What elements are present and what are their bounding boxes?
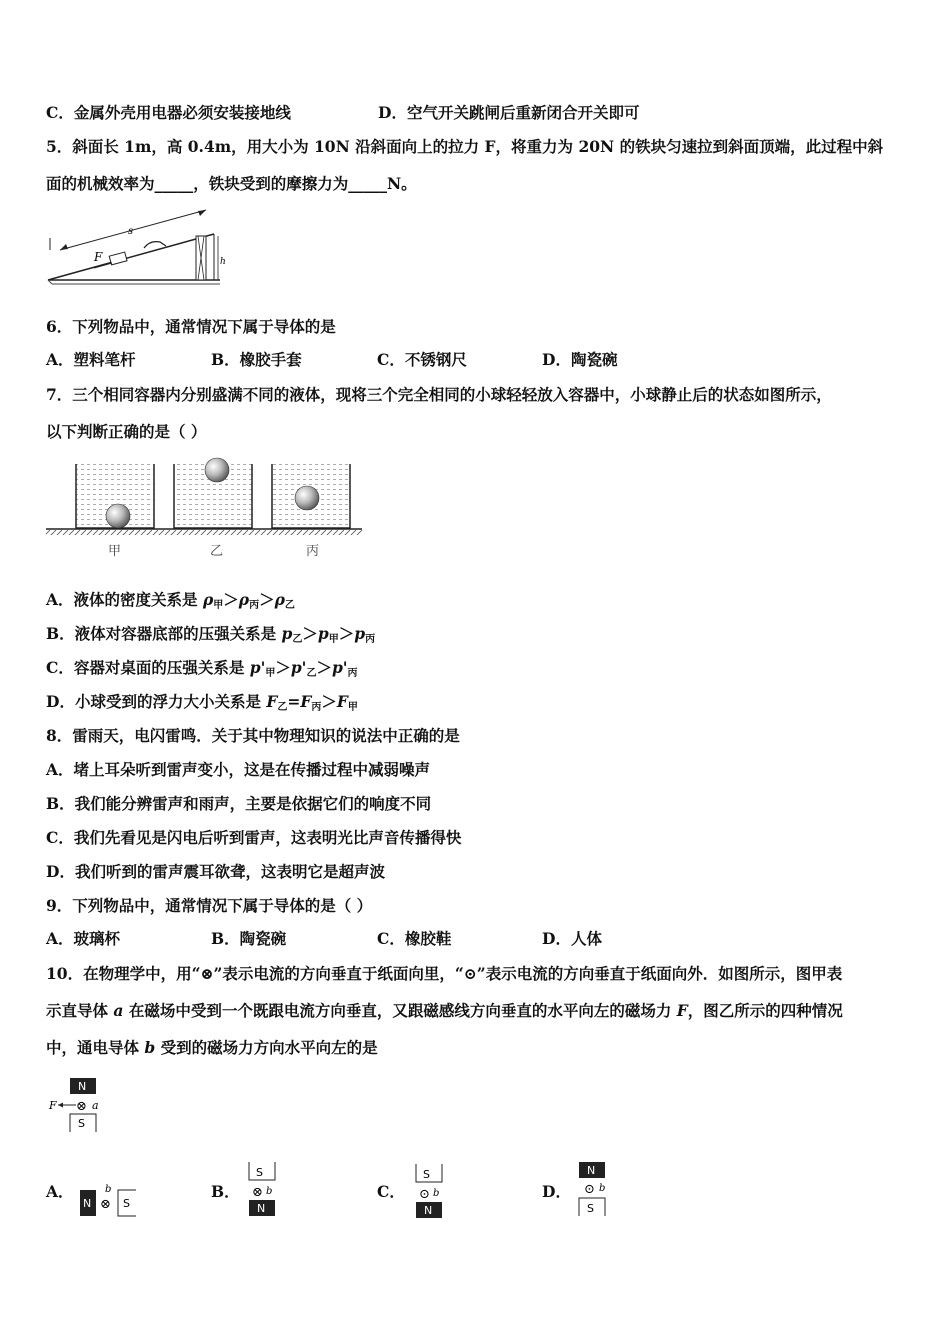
opt-b-b: b — [266, 1186, 273, 1197]
q5-stem-line1: 5．斜面长 1m，高 0.4m，用大小为 10N 沿斜面向上的拉力 F，将重力为 20N 的铁块匀速拉到斜面顶端，此过程中斜 — [46, 137, 884, 156]
incline-label-s: s — [128, 226, 134, 237]
opt-a-cross: ⊗ — [100, 1197, 111, 1212]
opt-d-dot: ⊙ — [584, 1182, 595, 1197]
opt-b-n: N — [257, 1202, 266, 1215]
q8-option-a: A．堵上耳朵听到雷声变小，这是在传播过程中减弱噪声 — [46, 760, 431, 779]
opt-c-s: S — [423, 1168, 430, 1181]
main-f-label: F — [49, 1099, 57, 1112]
option-b-figure — [246, 1160, 278, 1220]
incline-figure — [44, 206, 234, 288]
opt-a-n: N — [83, 1197, 92, 1210]
q5-stem-line2: 面的机械效率为_____，铁块受到的摩擦力为_____N。 — [46, 174, 417, 193]
q7-option-b: B．液体对容器底部的压强关系是 $p_乙>p_甲>p_丙$ — [46, 624, 376, 645]
q9-option-b: B．陶瓷碗 — [211, 929, 287, 948]
main-a-label: a — [92, 1099, 99, 1112]
opt-c-dot: ⊙ — [419, 1187, 430, 1202]
main-n-label: N — [78, 1080, 87, 1093]
q7-stem-line1: 7．三个相同容器内分别盛满不同的液体，现将三个完全相同的小球轻轻放入容器中，小球静止后的状态如图所示， — [46, 385, 832, 404]
opt-d-n: N — [587, 1164, 596, 1177]
option-c-figure — [413, 1162, 445, 1222]
incline-label-h: h — [220, 257, 226, 267]
label-jia: 甲 — [108, 544, 122, 559]
main-cross-symbol: ⊗ — [76, 1099, 87, 1114]
q6-option-c: C．不锈钢尺 — [377, 350, 467, 369]
option-d-figure — [576, 1160, 610, 1220]
q4-option-c: C．金属外壳用电器必须安装接地线 — [46, 103, 291, 122]
q10-stem-line2: 示直导体 a 在磁场中受到一个既跟电流方向垂直，又跟磁感线方向垂直的水平向左的磁场力 F，图乙所示的四种情况 — [46, 1001, 843, 1020]
opt-c-n: N — [424, 1204, 433, 1217]
containers-figure — [44, 452, 364, 564]
q7-option-a: A．液体的密度关系是 $\rho_甲>\rho_丙>\rho_乙$ — [46, 590, 295, 611]
opt-d-s: S — [587, 1202, 594, 1215]
opt-a-b: b — [105, 1184, 112, 1195]
q7-option-c: C．容器对桌面的压强关系是 $p'_甲>p'_乙>p'_丙$ — [46, 658, 358, 679]
incline-label-f: F — [94, 250, 103, 264]
q10-option-a-label: A． — [46, 1182, 74, 1201]
label-bing: 丙 — [306, 544, 320, 559]
label-yi: 乙 — [210, 544, 224, 559]
q7-option-d: D．小球受到的浮力大小关系是 $F_乙=F_丙>F_甲$ — [46, 692, 358, 713]
q10-option-b-label: B． — [211, 1182, 240, 1201]
opt-b-s: S — [256, 1166, 263, 1179]
q9-option-d: D．人体 — [542, 929, 602, 948]
q8-option-c: C．我们先看见是闪电后听到雷声，这表明光比声音传播得快 — [46, 828, 462, 847]
q9-option-a: A．玻璃杯 — [46, 929, 121, 948]
main-s-label: S — [78, 1117, 85, 1130]
opt-c-b: b — [433, 1188, 440, 1199]
q8-stem: 8．雷雨天，电闪雷鸣．关于其中物理知识的说法中正确的是 — [46, 726, 460, 745]
q9-option-c: C．橡胶鞋 — [377, 929, 452, 948]
q8-option-d: D．我们听到的雷声震耳欲聋，这表明它是超声波 — [46, 862, 385, 881]
q6-stem: 6．下列物品中，通常情况下属于导体的是 — [46, 317, 336, 336]
opt-d-b: b — [599, 1183, 606, 1194]
q6-option-d: D．陶瓷碗 — [542, 350, 618, 369]
q4-option-d: D．空气开关跳闸后重新闭合开关即可 — [378, 103, 640, 122]
q9-stem: 9．下列物品中，通常情况下属于导体的是（ ） — [46, 896, 373, 915]
q6-option-b: B．橡胶手套 — [211, 350, 302, 369]
q7-stem-line2: 以下判断正确的是（ ） — [46, 422, 207, 441]
opt-a-s: S — [123, 1197, 130, 1210]
q10-option-c-label: C． — [377, 1182, 405, 1201]
q10-stem-line3: 中，通电导体 b 受到的磁场力方向水平向左的是 — [46, 1038, 378, 1057]
q8-option-b: B．我们能分辨雷声和雨声，主要是依据它们的响度不同 — [46, 794, 432, 813]
option-a-figure — [78, 1178, 140, 1222]
magnet-figure-main — [46, 1074, 116, 1134]
opt-b-cross: ⊗ — [252, 1185, 263, 1200]
q6-option-a: A．塑料笔杆 — [46, 350, 136, 369]
q10-option-d-label: D． — [542, 1182, 571, 1201]
q10-stem-line1: 10．在物理学中，用“⊗”表示电流的方向垂直于纸面向里，“⊙”表示电流的方向垂直于纸面向外．如图所示，图甲表 — [46, 964, 843, 983]
